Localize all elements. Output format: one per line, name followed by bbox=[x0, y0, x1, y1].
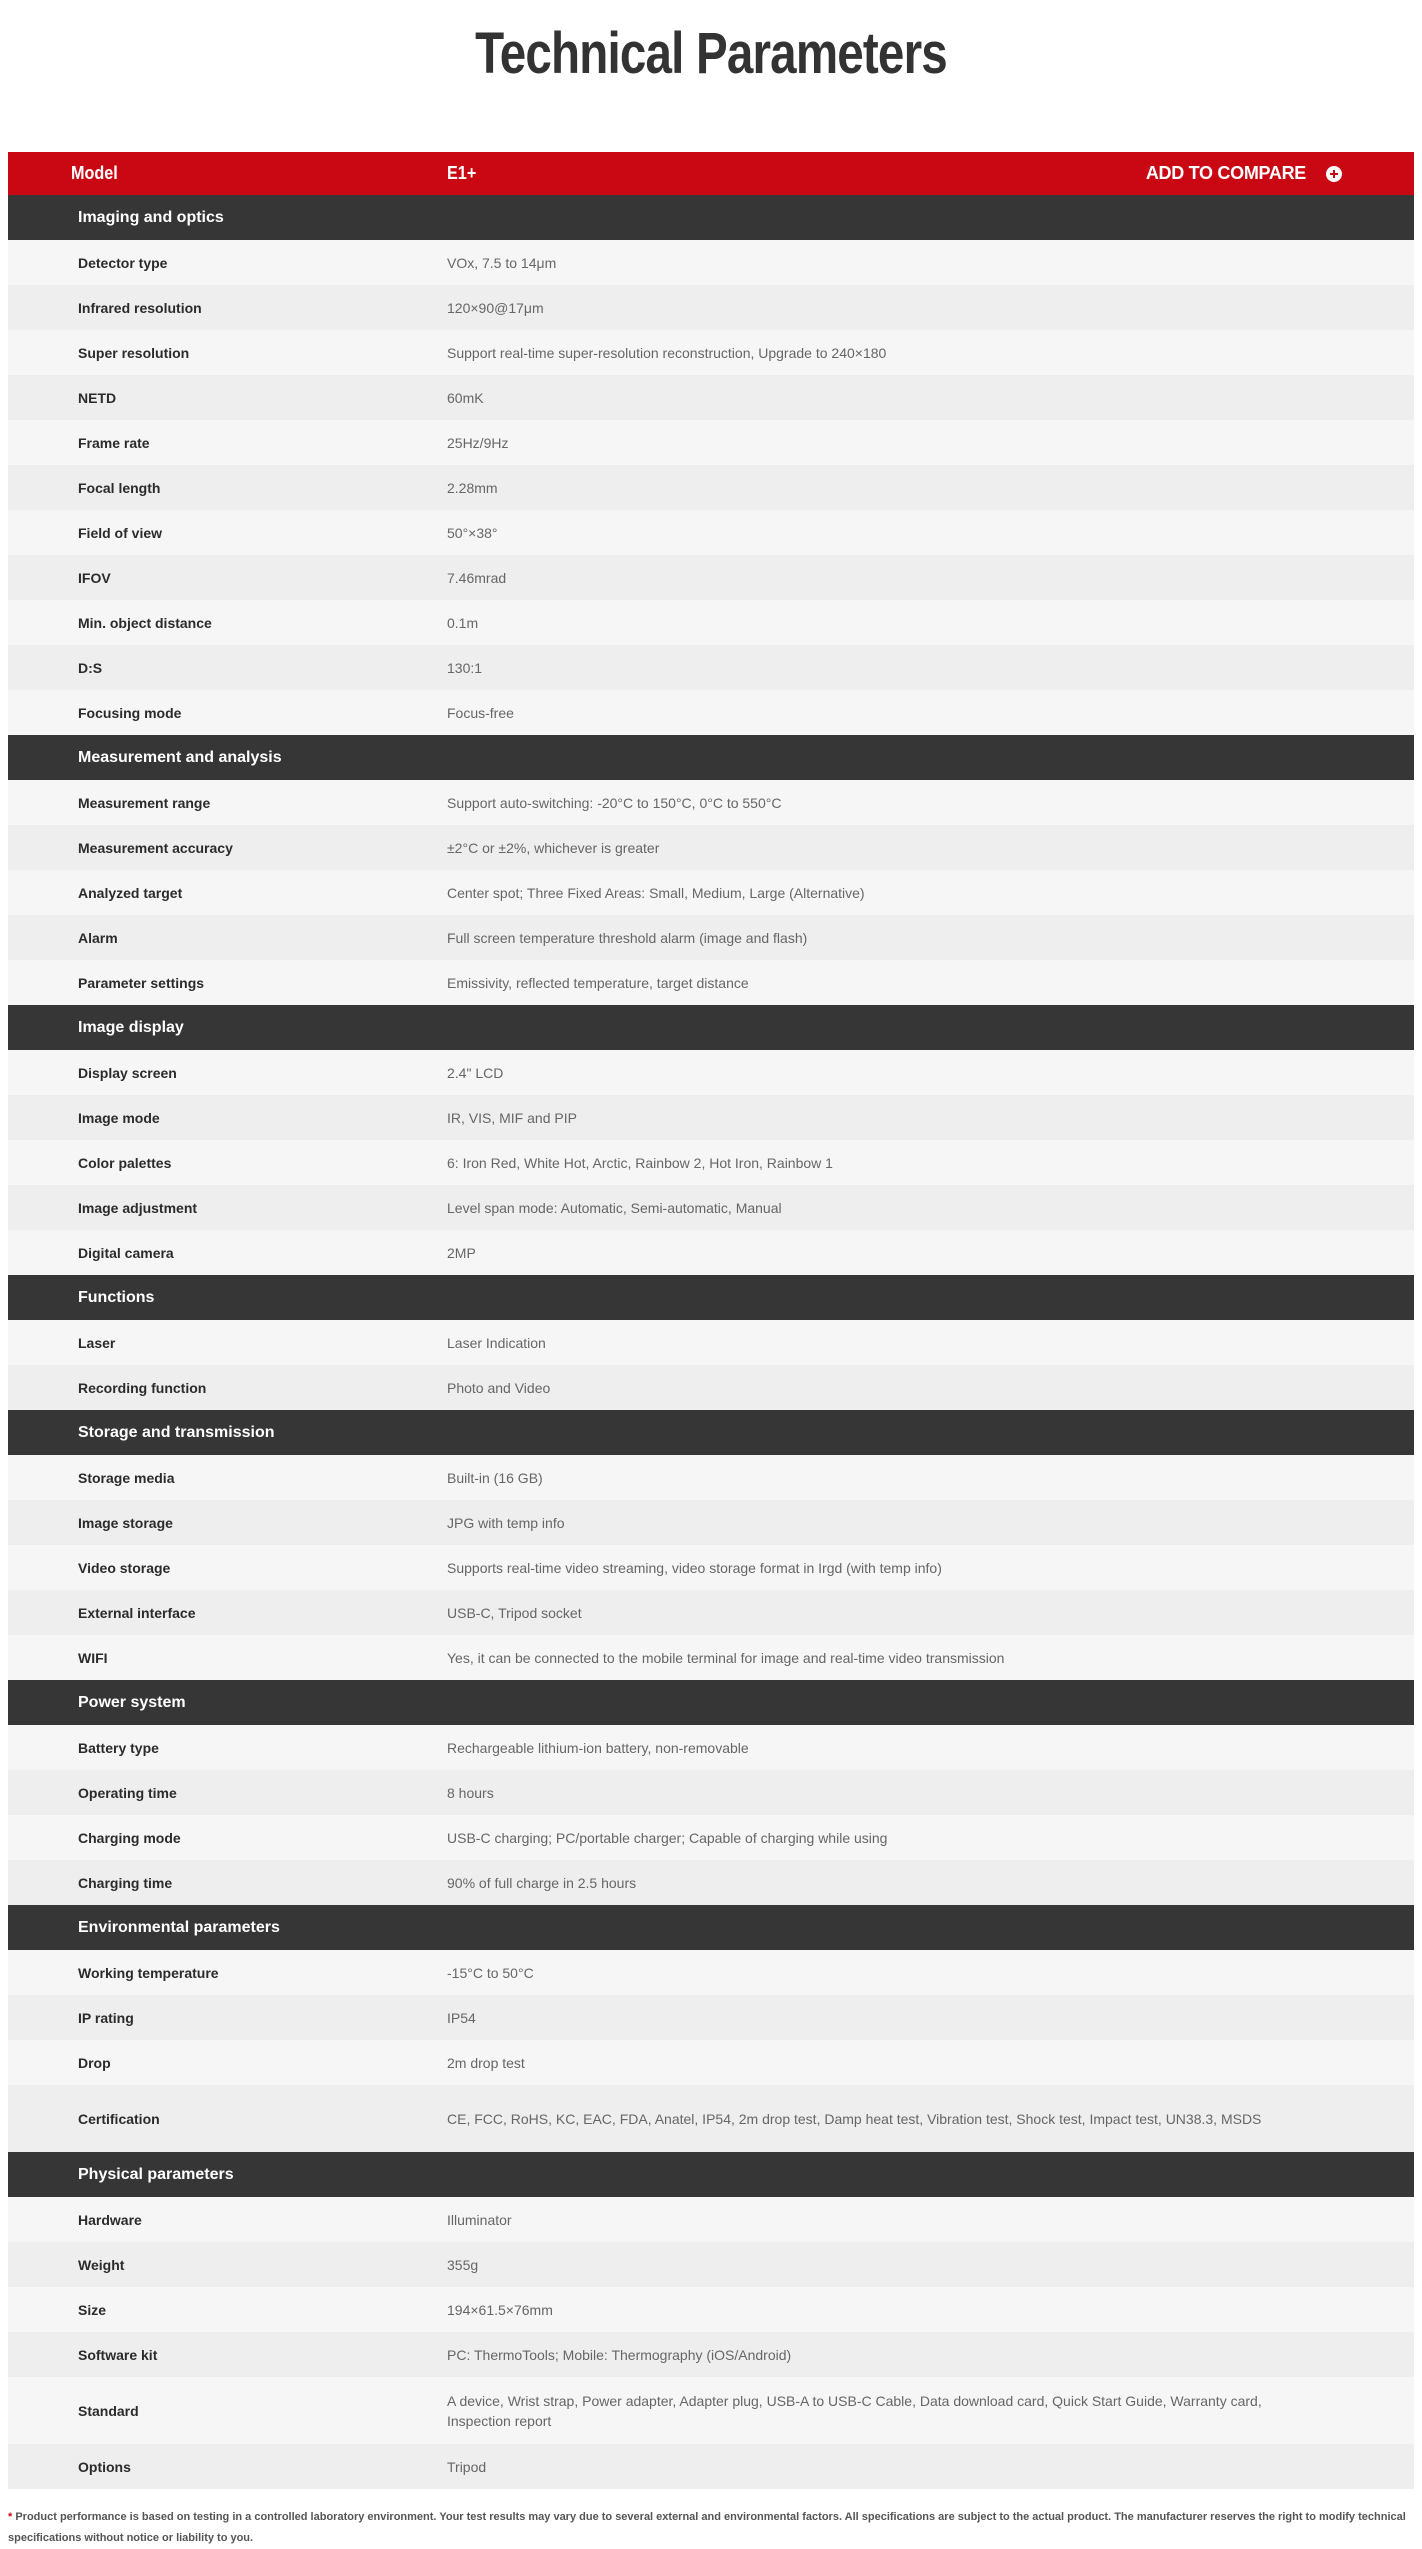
table-row bbox=[8, 915, 1414, 960]
spec-value: Support real-time super-resolution reconstruction, Upgrade to 240×180 bbox=[447, 344, 887, 361]
spec-value: 130:1 bbox=[447, 659, 483, 676]
spec-label: IFOV bbox=[78, 569, 111, 586]
spec-label: Measurement accuracy bbox=[78, 839, 233, 856]
spec-label: Digital camera bbox=[78, 1244, 174, 1261]
spec-label: Storage media bbox=[78, 1469, 175, 1486]
spec-label: Operating time bbox=[78, 1784, 177, 1801]
spec-value: USB-C charging; PC/portable charger; Capable of charging while using bbox=[447, 1829, 888, 1846]
spec-label: Size bbox=[78, 2301, 107, 2318]
section-header: Environmental parameters bbox=[8, 1905, 1414, 1950]
plus-circle-icon bbox=[1326, 166, 1342, 182]
spec-value: Supports real-time video streaming, video storage format in Irgd (with temp info) bbox=[447, 1559, 942, 1576]
disclaimer bbox=[8, 2507, 1414, 2549]
table-row bbox=[8, 1365, 1414, 1410]
spec-value: IP54 bbox=[447, 2009, 476, 2026]
spec-value: JPG with temp info bbox=[447, 1514, 565, 1531]
table-row bbox=[8, 285, 1414, 330]
spec-label: Frame rate bbox=[78, 434, 150, 451]
spec-label: Analyzed target bbox=[78, 884, 183, 901]
section-header: Storage and transmission bbox=[8, 1410, 1414, 1455]
table-row bbox=[8, 1050, 1414, 1095]
page-title: Technical Parameters bbox=[475, 21, 947, 86]
section-header: Physical parameters bbox=[8, 2152, 1414, 2197]
spec-value: 25Hz/9Hz bbox=[447, 434, 509, 451]
spec-value: 90% of full charge in 2.5 hours bbox=[447, 1874, 637, 1891]
spec-label: Recording function bbox=[78, 1379, 207, 1396]
spec-label: Weight bbox=[78, 2256, 125, 2273]
spec-value: 6: Iron Red, White Hot, Arctic, Rainbow 2, Hot Iron, Rainbow 1 bbox=[447, 1154, 833, 1171]
table-row bbox=[8, 510, 1414, 555]
spec-value: A device, Wrist strap, Power adapter, Adapter plug, USB-A to USB-C Cable, Data download card, Quick Start Guide, Warranty card, Inspection report bbox=[447, 2392, 1262, 2429]
spec-value: USB-C, Tripod socket bbox=[447, 1604, 582, 1621]
spec-value: Center spot; Three Fixed Areas: Small, Medium, Large (Alternative) bbox=[447, 884, 865, 901]
spec-label: Min. object distance bbox=[78, 614, 212, 631]
spec-value: ±2°C or ±2%, whichever is greater bbox=[447, 839, 660, 856]
model-value: E1+ bbox=[447, 163, 477, 183]
spec-value: 8 hours bbox=[447, 1784, 494, 1801]
table-row bbox=[8, 240, 1414, 285]
spec-value: Support auto-switching: -20°C to 150°C, 0°C to 550°C bbox=[447, 794, 782, 811]
spec-value: PC: ThermoTools; Mobile: Thermography (iOS/Android) bbox=[447, 2346, 792, 2363]
spec-label: Options bbox=[78, 2458, 131, 2475]
spec-label: D:S bbox=[78, 659, 103, 676]
spec-label: Certification bbox=[78, 2110, 160, 2127]
section-header: Image display bbox=[8, 1005, 1414, 1050]
table-header bbox=[8, 152, 1414, 195]
spec-label: Parameter settings bbox=[78, 974, 205, 991]
spec-label: Color palettes bbox=[78, 1154, 172, 1171]
table-row bbox=[8, 2287, 1414, 2332]
table-row bbox=[8, 1545, 1414, 1590]
spec-value: Rechargeable lithium-ion battery, non-removable bbox=[447, 1739, 749, 1756]
spec-value: Tripod bbox=[447, 2458, 487, 2475]
table-row bbox=[8, 1140, 1414, 1185]
table-row bbox=[8, 690, 1414, 735]
spec-label: Hardware bbox=[78, 2211, 142, 2228]
table-row bbox=[8, 1950, 1414, 1995]
disclaimer-marker: * bbox=[8, 2511, 13, 2523]
spec-value: Built-in (16 GB) bbox=[447, 1469, 543, 1486]
spec-value: Yes, it can be connected to the mobile terminal for image and real-time video transmission bbox=[447, 1649, 1005, 1666]
spec-label: Standard bbox=[78, 2402, 139, 2419]
section-header: Imaging and optics bbox=[8, 195, 1414, 240]
table-row bbox=[8, 2085, 1414, 2152]
spec-value: CE, FCC, RoHS, KC, EAC, FDA, Anatel, IP54, 2m drop test, Damp heat test, Vibration test, Shock test, Impact test, UN38.3, MSDS bbox=[447, 2110, 1262, 2127]
spec-label: Alarm bbox=[78, 929, 118, 946]
spec-value: 2.4" LCD bbox=[447, 1064, 504, 1081]
table-row bbox=[8, 960, 1414, 1005]
spec-label: Super resolution bbox=[78, 344, 190, 361]
spec-value: Level span mode: Automatic, Semi-automatic, Manual bbox=[447, 1199, 782, 1216]
spec-label: Infrared resolution bbox=[78, 299, 202, 316]
table-row bbox=[8, 1500, 1414, 1545]
spec-label: Video storage bbox=[78, 1559, 171, 1576]
spec-label: Image storage bbox=[78, 1514, 173, 1531]
table-row bbox=[8, 555, 1414, 600]
disclaimer-text: Product performance is based on testing in a controlled laboratory environment. Your test results may vary due to several external and environmental factors. All specifications are subject to the actual product. The manufacturer reserves the right to modify technical specifications without notice or liability to you. bbox=[8, 2511, 1406, 2544]
table-row bbox=[8, 825, 1414, 870]
spec-value: 7.46mrad bbox=[447, 569, 507, 586]
table-row bbox=[8, 1725, 1414, 1770]
spec-value: -15°C to 50°C bbox=[447, 1964, 534, 1981]
table-row bbox=[8, 780, 1414, 825]
table-row bbox=[8, 600, 1414, 645]
spec-label: Field of view bbox=[78, 524, 163, 541]
spec-table bbox=[8, 152, 1414, 2489]
table-row bbox=[8, 2197, 1414, 2242]
spec-label: Drop bbox=[78, 2054, 111, 2071]
table-row bbox=[8, 465, 1414, 510]
spec-value: Laser Indication bbox=[447, 1334, 546, 1351]
section-header: Measurement and analysis bbox=[8, 735, 1414, 780]
table-row bbox=[8, 1815, 1414, 1860]
table-row bbox=[8, 1770, 1414, 1815]
spec-value: Full screen temperature threshold alarm (image and flash) bbox=[447, 929, 808, 946]
spec-value: IR, VIS, MIF and PIP bbox=[447, 1109, 577, 1126]
spec-value: 120×90@17μm bbox=[447, 299, 544, 316]
spec-value: VOx, 7.5 to 14μm bbox=[447, 254, 557, 271]
table-row bbox=[8, 2444, 1414, 2489]
spec-label: Laser bbox=[78, 1334, 116, 1351]
spec-value: 0.1m bbox=[447, 614, 479, 631]
table-row bbox=[8, 1185, 1414, 1230]
table-row bbox=[8, 1230, 1414, 1275]
table-row bbox=[8, 1095, 1414, 1140]
table-row bbox=[8, 1320, 1414, 1365]
table-row bbox=[8, 2040, 1414, 2085]
table-row bbox=[8, 870, 1414, 915]
sections-container bbox=[8, 195, 1414, 2489]
spec-label: External interface bbox=[78, 1604, 196, 1621]
spec-label: Charging time bbox=[78, 1874, 173, 1891]
spec-value: 50°×38° bbox=[447, 524, 498, 541]
table-row bbox=[8, 645, 1414, 690]
table-row bbox=[8, 375, 1414, 420]
table-row bbox=[8, 1455, 1414, 1500]
spec-value: Focus-free bbox=[447, 704, 514, 721]
spec-value: Emissivity, reflected temperature, target distance bbox=[447, 974, 749, 991]
spec-label: Focusing mode bbox=[78, 704, 182, 721]
table-row bbox=[8, 420, 1414, 465]
spec-label: NETD bbox=[78, 389, 117, 406]
table-row bbox=[8, 2242, 1414, 2287]
add-to-compare-button[interactable] bbox=[1146, 163, 1342, 184]
table-row bbox=[8, 330, 1414, 375]
spec-value: 194×61.5×76mm bbox=[447, 2301, 553, 2318]
spec-value: 2.28mm bbox=[447, 479, 498, 496]
table-row bbox=[8, 1635, 1414, 1680]
spec-label: Working temperature bbox=[78, 1964, 219, 1981]
table-row bbox=[8, 1995, 1414, 2040]
spec-label: Image adjustment bbox=[78, 1199, 198, 1216]
spec-label: Measurement range bbox=[78, 794, 211, 811]
table-row bbox=[8, 1590, 1414, 1635]
spec-value: 60mK bbox=[447, 389, 484, 406]
section-header: Power system bbox=[8, 1680, 1414, 1725]
spec-label: Charging mode bbox=[78, 1829, 181, 1846]
spec-label: Battery type bbox=[78, 1739, 159, 1756]
table-row bbox=[8, 2377, 1414, 2444]
spec-label: IP rating bbox=[78, 2009, 134, 2026]
spec-label: Focal length bbox=[78, 479, 161, 496]
section-header: Functions bbox=[8, 1275, 1414, 1320]
spec-value: Illuminator bbox=[447, 2211, 512, 2228]
spec-label: Software kit bbox=[78, 2346, 158, 2363]
spec-value: 2MP bbox=[447, 1244, 476, 1261]
spec-label: Detector type bbox=[78, 254, 168, 271]
spec-value: 355g bbox=[447, 2256, 479, 2273]
spec-label: WIFI bbox=[78, 1649, 108, 1666]
spec-label: Display screen bbox=[78, 1064, 177, 1081]
spec-value: 2m drop test bbox=[447, 2054, 525, 2071]
table-row bbox=[8, 1860, 1414, 1905]
spec-label: Image mode bbox=[78, 1109, 160, 1126]
table-row bbox=[8, 2332, 1414, 2377]
add-to-compare-label: ADD TO COMPARE bbox=[1145, 163, 1306, 183]
model-label: Model bbox=[71, 163, 118, 183]
spec-value: Photo and Video bbox=[447, 1379, 551, 1396]
